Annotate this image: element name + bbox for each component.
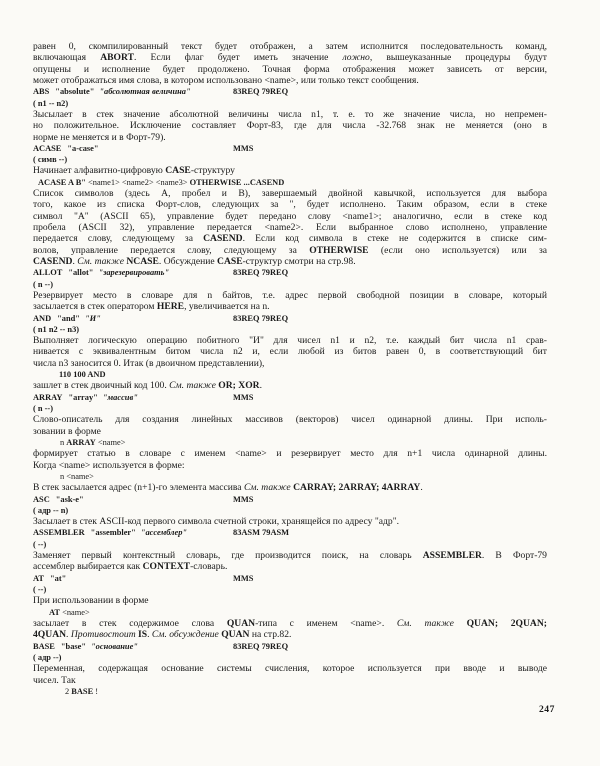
text-segment: CASEND	[203, 233, 243, 245]
text-segment: ( n1 n2 -- n3)	[33, 324, 80, 334]
entry-translation: "массив"	[102, 392, 138, 402]
text-line	[33, 460, 547, 471]
stack-comment	[33, 98, 547, 109]
stack-comment	[33, 154, 547, 165]
text-segment: OTHERWISE	[309, 244, 369, 256]
text-segment: , вышеуказанные процедуры будут	[369, 52, 547, 64]
text-segment: чисел. Так	[33, 674, 76, 686]
entry-header-acase	[33, 143, 547, 154]
entry-word: ABS	[33, 87, 50, 97]
text-segment: -словарь.	[190, 561, 228, 573]
text-line	[33, 211, 547, 222]
text-segment: ASSEMBLER	[422, 550, 482, 562]
text-segment: норме не меняется и в Форт-79).	[33, 131, 166, 143]
text-segment: волов, управление передается слову, следующему за	[33, 244, 310, 256]
text-segment: равен 0, скомпилированный текст будет отображен, а затем исполнится последовательность команд,	[33, 41, 547, 52]
text-segment: <name>	[95, 437, 126, 447]
text-segment: См. также	[243, 482, 291, 494]
text-line	[33, 301, 547, 312]
text-line	[33, 245, 547, 256]
text-segment: ( адр --)	[33, 652, 62, 662]
text-segment: -типа с именем <name>.	[255, 617, 397, 629]
text-segment: засылается в стек оператором	[33, 301, 157, 313]
text-segment: может отображаться имя слова, в котором использовано <name>, или только текст сообщения.	[33, 74, 419, 86]
entry-word: ARRAY	[33, 392, 63, 402]
text-line	[33, 188, 547, 199]
text-segment: .	[66, 629, 71, 641]
text-line	[33, 426, 547, 437]
text-segment: В стек засылается адрес (n+1)-го элемента массива	[33, 482, 244, 494]
entry-header-asc	[33, 494, 547, 505]
text-segment: Противостоит	[70, 629, 136, 641]
text-segment: ACASE A B"	[38, 177, 89, 187]
entry-header-allot	[33, 267, 547, 278]
entry-pronunciation: "allot"	[68, 268, 94, 278]
entry-translation: "основание"	[91, 641, 138, 651]
text-segment: IS	[138, 629, 148, 641]
text-segment: n	[60, 437, 67, 447]
text-segment: OR; XOR	[218, 380, 260, 392]
entry-pronunciation: "absolute"	[55, 87, 95, 97]
entry-header-at	[33, 573, 547, 584]
code-example-line	[33, 369, 547, 380]
text-line	[33, 290, 547, 301]
text-segment: Начинает алфавитно-цифровую	[33, 165, 166, 177]
entry-word: BASE	[33, 641, 55, 651]
code-example-line	[33, 437, 547, 448]
text-segment: передается слову, следующему за	[33, 233, 204, 245]
stack-comment	[33, 279, 547, 290]
text-segment: опущены и исполнение будет продолжено. Точная форма отображения может зависеть от версии,	[33, 63, 547, 75]
text-segment: ( --)	[33, 539, 47, 549]
entry-header-and	[33, 313, 547, 324]
text-line	[33, 448, 547, 459]
entry-pronunciation: "and"	[57, 313, 80, 323]
entry-pronunciation: "a-case"	[67, 143, 99, 153]
text-segment: на стр.82.	[249, 629, 292, 641]
stack-comment	[33, 539, 547, 550]
text-segment: CONTEXT	[142, 561, 191, 573]
text-segment: но положительное. Исключение составляет Форт-83, где для числа -32.768 знак не меняется (оно в	[33, 120, 547, 132]
text-segment: -структуру	[190, 165, 235, 177]
entry-standard-codes: 83REQ 79REQ	[233, 641, 289, 651]
text-segment: ( адр -- n)	[33, 505, 69, 515]
entry-pronunciation: "assembler"	[90, 528, 136, 538]
text-segment: Переменная, содержащая основание системы счисления, которое используется при вводе и выводе	[33, 663, 547, 675]
text-segment: -структур смотри на стр.98.	[242, 255, 356, 267]
text-line	[33, 595, 547, 606]
page-text	[33, 41, 547, 697]
entry-standard-codes: 83ASM 79ASM	[233, 528, 290, 538]
text-segment: . Обсуждение	[158, 255, 218, 267]
stack-comment	[33, 403, 547, 414]
entry-header-abs	[33, 86, 547, 97]
text-line	[33, 222, 547, 233]
stack-comment	[33, 652, 547, 663]
text-line	[33, 52, 547, 63]
text-line	[33, 75, 547, 86]
text-segment: 110 100 AND	[59, 370, 106, 380]
entry-standard-codes: MMS	[233, 573, 254, 583]
text-segment: QUAN	[221, 629, 250, 641]
text-segment: OTHERWISE ...CASEND	[189, 177, 285, 187]
text-segment: Заменяет первый контекстный словарь, где производится поиск, на словарь	[33, 550, 423, 562]
text-segment: ( n --)	[33, 279, 54, 289]
entry-standard-codes: 83REQ 79REQ	[233, 87, 289, 97]
text-segment: ( n1 -- n2)	[33, 98, 69, 108]
text-segment: . Если код символа в стеке не содержится в списке сим-	[242, 233, 547, 245]
text-segment: формирует статью в словаре с именем <name> и резервирует место для n+1 числа одинарной длины.	[33, 448, 547, 460]
entry-translation: "зарезервировать"	[98, 268, 170, 278]
text-segment: зашлет в стек двоичный код 100.	[33, 380, 170, 392]
text-segment: Когда <name> используется в форме:	[33, 459, 185, 471]
text-segment: <name1> <name2> <name3>	[88, 177, 190, 187]
text-line	[33, 516, 547, 527]
code-example-line	[33, 607, 547, 618]
code-example-line	[33, 177, 547, 188]
text-line	[33, 675, 547, 686]
text-line	[33, 561, 547, 572]
text-segment: При использовании в форме	[33, 595, 149, 607]
text-segment: Резервирует место в словаре для n байтов, т.е. адрес первой свободной позиции в словаре, который	[33, 289, 547, 301]
text-segment: ассемблер выбирается как	[33, 561, 143, 573]
text-segment: !	[93, 686, 99, 696]
text-segment: символ "A" (ASCII 65), управление будет передано слову <name1>; аналогично, если в стеке код	[33, 210, 547, 222]
text-segment: CARRAY; 2ARRAY; 4ARRAY	[293, 482, 421, 494]
code-example-line	[33, 686, 547, 697]
text-segment: HERE	[156, 301, 185, 313]
text-line	[33, 233, 547, 244]
text-segment: .	[147, 629, 152, 641]
text-segment: ( --)	[33, 585, 47, 594]
entry-translation: "абсолютная величина"	[99, 87, 191, 97]
text-segment: того, какое из списка Форт-слов, следующих за ", будет исполнено. Таким образом, если в стеке	[33, 199, 547, 211]
entry-word: ASSEMBLER	[33, 528, 85, 538]
entry-header-base	[33, 641, 547, 652]
text-segment: .	[420, 482, 423, 494]
text-segment: , увеличивается на n.	[184, 301, 270, 313]
stack-comment	[33, 584, 547, 595]
text-segment: Зысылает в стек значение абсолютной величины числа n1, т. е. то же значение числа, но непремен-	[33, 108, 547, 120]
text-line	[33, 550, 547, 561]
text-line	[33, 165, 547, 176]
text-line	[33, 120, 547, 131]
text-line	[33, 414, 547, 425]
text-segment: Выполняет логическую операцию побитного "И" для чисел n1 и n2, т.е. каждый бит числа n1 срав-	[33, 335, 547, 347]
text-segment: .	[259, 380, 262, 392]
text-segment: Список символов (здесь A, пробел и B), завершаемый двойной кавычкой, используется для выбора	[33, 188, 547, 200]
entry-translation: "ассемблер"	[140, 528, 188, 538]
entry-pronunciation: "at"	[50, 573, 67, 583]
text-segment: n <name>	[60, 471, 94, 481]
text-segment: CASEND	[33, 255, 73, 267]
entry-word: AND	[33, 313, 52, 323]
entry-word: ASC	[33, 494, 50, 504]
entry-pronunciation: "array"	[68, 392, 98, 402]
entry-standard-codes: 83REQ 79REQ	[233, 313, 289, 323]
text-line	[33, 346, 547, 357]
text-line	[33, 358, 547, 369]
text-line	[33, 41, 547, 52]
entry-header-assembler	[33, 527, 547, 538]
text-segment: NCASE	[126, 255, 159, 267]
text-line	[33, 132, 547, 143]
text-segment: QUAN	[226, 617, 256, 629]
text-segment: нивается с эквивалентным битом числа n2 и, если любой из битов равен 0, в соответствующий бит	[33, 346, 547, 358]
text-segment: . В Форт-79	[481, 550, 547, 562]
text-segment: См. также	[396, 617, 454, 629]
text-segment: См. также	[169, 380, 216, 392]
text-line	[33, 380, 547, 391]
text-segment: CASE	[165, 165, 191, 177]
text-segment: пробела (ASCII 32), управление передается <name2>. Если выбранное слово исполнено, управление	[33, 222, 547, 233]
text-segment: 2	[65, 686, 72, 696]
text-line	[33, 663, 547, 674]
text-segment: (если оно используется) или за	[368, 244, 547, 256]
text-segment: ( n --)	[33, 404, 54, 413]
text-segment	[454, 618, 467, 629]
entry-header-array	[33, 392, 547, 403]
text-segment: зовании в форме	[33, 425, 101, 437]
text-segment: 4QUAN	[33, 629, 67, 641]
text-line	[33, 335, 547, 346]
text-line	[33, 256, 547, 267]
text-segment: . Если флаг будет иметь значение	[133, 52, 343, 64]
text-segment: ложно	[342, 52, 370, 64]
page-number: 247	[539, 704, 555, 715]
entry-word: ACASE	[33, 143, 62, 153]
text-segment: ARRAY	[66, 437, 96, 447]
entry-standard-codes: MMS	[233, 392, 254, 402]
stack-comment	[33, 324, 547, 335]
entry-pronunciation: "ask-e"	[55, 494, 84, 504]
entry-standard-codes: 83REQ 79REQ	[233, 268, 289, 278]
text-segment: ABORT	[100, 52, 134, 64]
text-segment: AT	[49, 607, 61, 617]
text-segment: .	[72, 255, 78, 267]
text-segment: засылает в стек содержимое слова	[33, 617, 227, 629]
text-segment: QUAN; 2QUAN;	[466, 617, 547, 629]
text-segment: CASE	[217, 255, 243, 267]
text-line	[33, 199, 547, 210]
text-line	[33, 629, 547, 640]
entry-standard-codes: MMS	[233, 143, 254, 153]
text-line	[33, 482, 547, 493]
code-example-line	[33, 471, 547, 482]
text-line	[33, 64, 547, 75]
text-segment: Слово-описатель для создания линейных массивов (векторов) чисел одинарной длины. При исполь-	[33, 414, 547, 426]
text-segment: <name>	[60, 607, 90, 617]
text-line	[33, 618, 547, 629]
text-segment: BASE	[71, 686, 94, 696]
text-segment: См. также	[77, 255, 124, 267]
text-segment: ( симв --)	[33, 155, 68, 165]
text-segment: числа n3 заносится 0. Итак (в двоичном представлении),	[33, 357, 265, 369]
text-line	[33, 109, 547, 120]
entry-pronunciation: "base"	[60, 641, 87, 651]
entry-word: AT	[33, 573, 45, 583]
entry-standard-codes: MMS	[233, 494, 254, 504]
stack-comment	[33, 505, 547, 516]
entry-word: ALLOT	[33, 268, 63, 278]
text-segment: включающая	[33, 52, 101, 64]
text-segment: Засылает в стек ASCII-код первого символа счетной строки, хранящейся по адресу "адр".	[33, 516, 400, 528]
text-segment: См. обсуждение	[151, 629, 219, 641]
entry-translation: "И"	[84, 313, 101, 323]
